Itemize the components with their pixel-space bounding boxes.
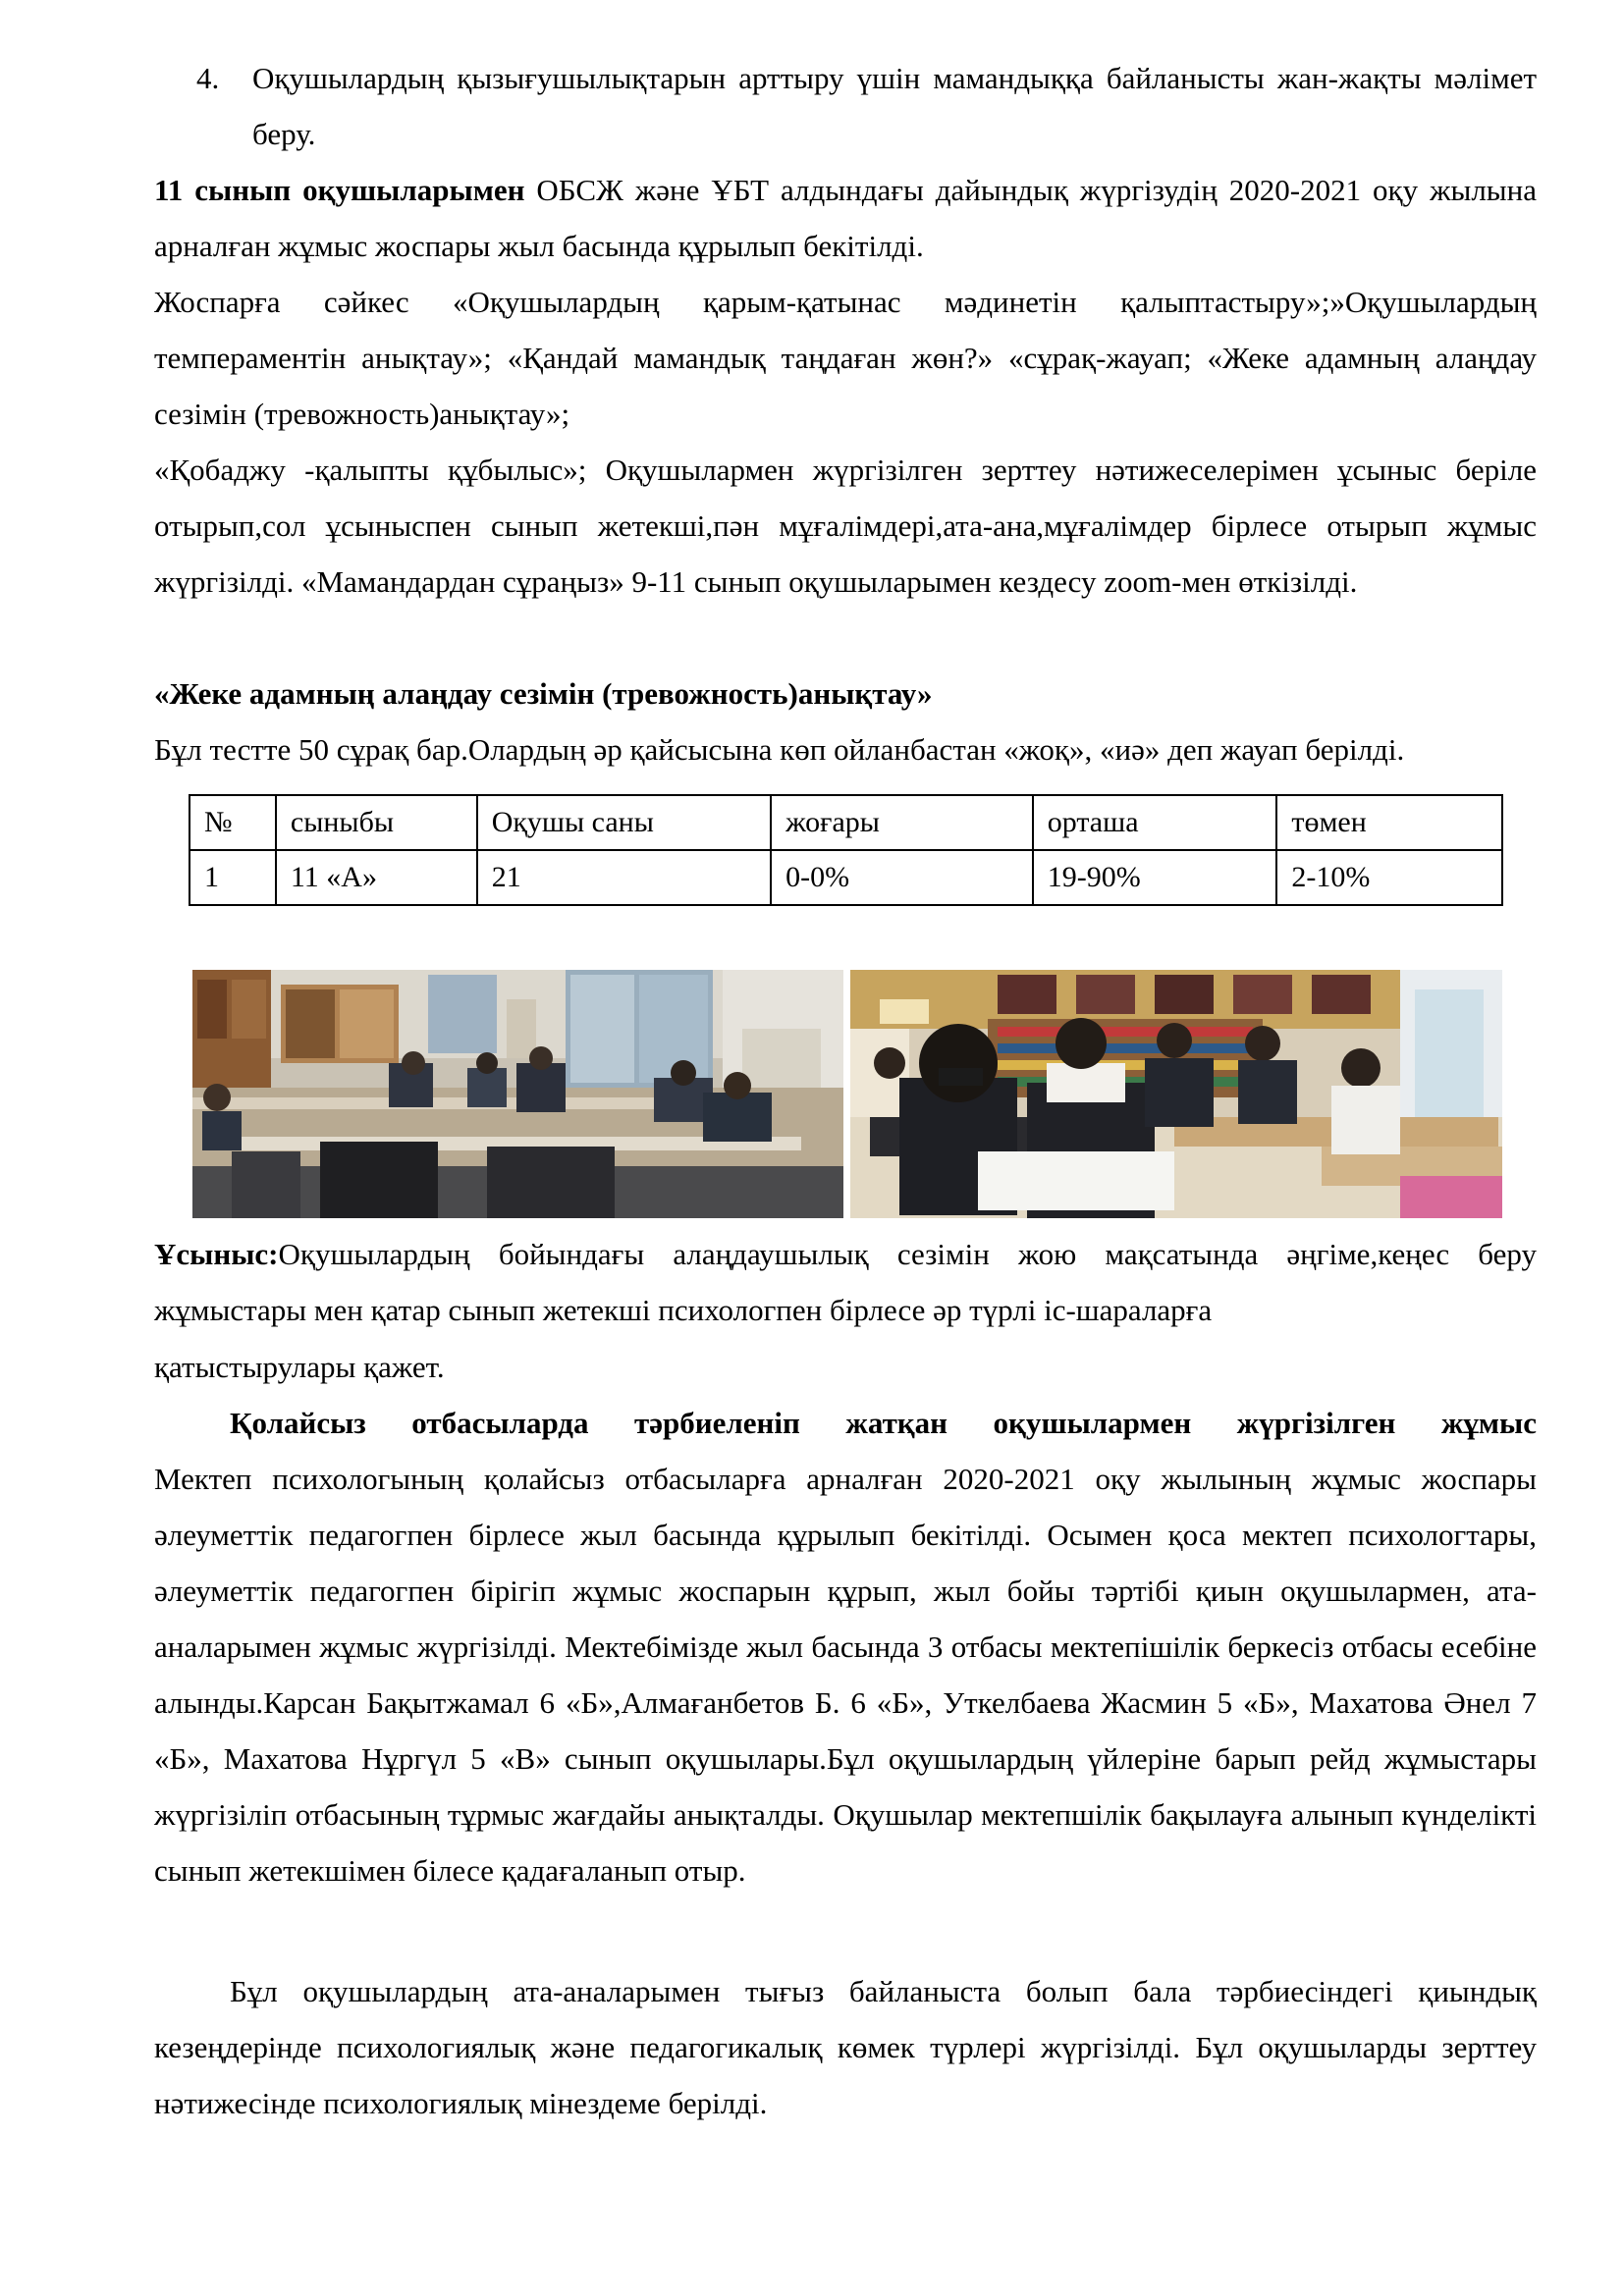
classroom-desks-image: [850, 970, 1502, 1218]
plan-paragraph: [154, 274, 1537, 442]
families-heading-text: Қолайсыз отбасыларда тәрбиеленіп жатқан оқушылармен жүргізілген жұмыс: [230, 1406, 1537, 1440]
cell-high: 0-0%: [771, 850, 1033, 905]
cell-low: 2-10%: [1276, 850, 1502, 905]
plan-text: Жоспарға сәйкес «Оқушылардың қарым-қатынас мәдинетін қалыптастыру»;»Оқушылардың темпераментін анықтау»; «Қандай мамандық таңдаған жөн?» «сұрақ-жауап; «Жеке адамның алаңдау сезімін (тревожность)анықтау»;: [154, 285, 1537, 431]
recommendation-text: Оқушылардың бойындағы алаңдаушылық сезімін жою мақсатында әңгіме,кеңес беру жұмыстары мен қатар сынып жетекші психологпен бірлесе әр түрлі іс-шараларға: [154, 1237, 1537, 1327]
section-11-bold: 11 сынып оқушыларымен: [154, 173, 525, 207]
test-description-text: Бұл тестте 50 сұрақ бар.Олардың әр қайсысына көп ойланбастан «жоқ», «иә» деп жауап берілді.: [154, 732, 1405, 767]
classroom-desks-photo: [850, 970, 1502, 1218]
kobaju-paragraph: [154, 442, 1537, 610]
list-item-text: Оқушылардың қызығушылықтарын арттыру үшін мамандыққа байланысты жан-жақты мәлімет беру.: [252, 61, 1537, 151]
cell-number: 1: [189, 850, 276, 905]
header-high: жоғары: [771, 795, 1033, 850]
recommendation-paragraph: [154, 1226, 1537, 1338]
recommendation-text-2: қатыстырулары қажет.: [154, 1350, 445, 1384]
final-text: Бұл оқушылардың ата-аналарымен тығыз байланыста болып бала тәрбиесіндегі қиындық кезеңдерінде психологиялық және педагогикалық көмек түрлері жүргізілді. Бұл оқушыларды зерттеу нәтижесінде психологиялық мінездеме берілді.: [154, 1974, 1537, 2120]
results-table: [189, 794, 1503, 906]
classroom-computers-image: [192, 970, 843, 1218]
header-medium: орташа: [1033, 795, 1277, 850]
anxiety-heading: [154, 666, 1537, 721]
recommendation-continuation: [154, 1339, 1537, 1395]
families-heading: [154, 1395, 1537, 1451]
header-class: сыныбы: [276, 795, 477, 850]
anxiety-heading-text: «Жеке адамның алаңдау сезімін (тревожность)анықтау»: [154, 676, 933, 711]
list-number: 4.: [196, 61, 220, 95]
header-low: төмен: [1276, 795, 1502, 850]
section-11-paragraph: [154, 162, 1537, 274]
section-11-text: ОБСЖ және ҰБТ алдындағы дайындық жүргізудің 2020-2021 оқу жылына арналған жұмыс жоспары жыл басында құрылып бекітілді.: [154, 173, 1537, 263]
test-description: [154, 721, 1537, 777]
cell-student-count: 21: [477, 850, 771, 905]
recommendation-label: Ұсыныс:: [154, 1237, 279, 1271]
families-paragraph: [154, 1451, 1537, 1898]
final-paragraph: [154, 1963, 1537, 2131]
table-header-row: [189, 795, 1502, 850]
header-student-count: Оқушы саны: [477, 795, 771, 850]
header-number: №: [189, 795, 276, 850]
cell-class: 11 «А»: [276, 850, 477, 905]
kobaju-text: «Қобаджу -қалыпты құбылыс»; Оқушылармен жүргізілген зерттеу нәтижеселерімен ұсыныс беріле отырып,сол ұсыныспен сынып жетекші,пән мұғалімдері,ата-ана,мұғалімдер бірлесе отырып жұмыс жүргізілді. «Мамандардан сұраңыз» 9-11 сынып оқушыларымен кездесу zoom-мен өткізілді.: [154, 453, 1537, 599]
classroom-computers-photo: [192, 970, 843, 1218]
table-row: [189, 850, 1502, 905]
cell-medium: 19-90%: [1033, 850, 1277, 905]
families-text: Мектеп психологының қолайсыз отбасыларға арналған 2020-2021 оқу жылының жұмыс жоспары әлеуметтік педагогпен бірлесе жыл басында құрылып бекітілді. Осымен қоса мектеп психологтары, әлеуметтік педагогпен бірігіп жұмыс жоспарын құрып, жыл бойы тәртібі қиын оқушылармен, ата-аналарымен жұмыс жүргізілді. Мектебімізде жыл басында 3 отбасы мектепішілік беркесіз отбасы есебіне алынды.Карсан Бақытжамал 6 «Б»,Алмағанбетов Б. 6 «Б», Уткелбаева Жасмин 5 «Б», Махатова Әнел 7 «Б», Махатова Нұргүл 5 «В» сынып оқушылары.Бұл оқушылардың үйлеріне барып рейд жұмыстары жүргізіліп отбасының тұрмыс жағдайы анықталды. Оқушылар мектепшілік бақылауға алынып күнделікті сынып жетекшімен білесе қадағаланып отыр.: [154, 1462, 1537, 1888]
